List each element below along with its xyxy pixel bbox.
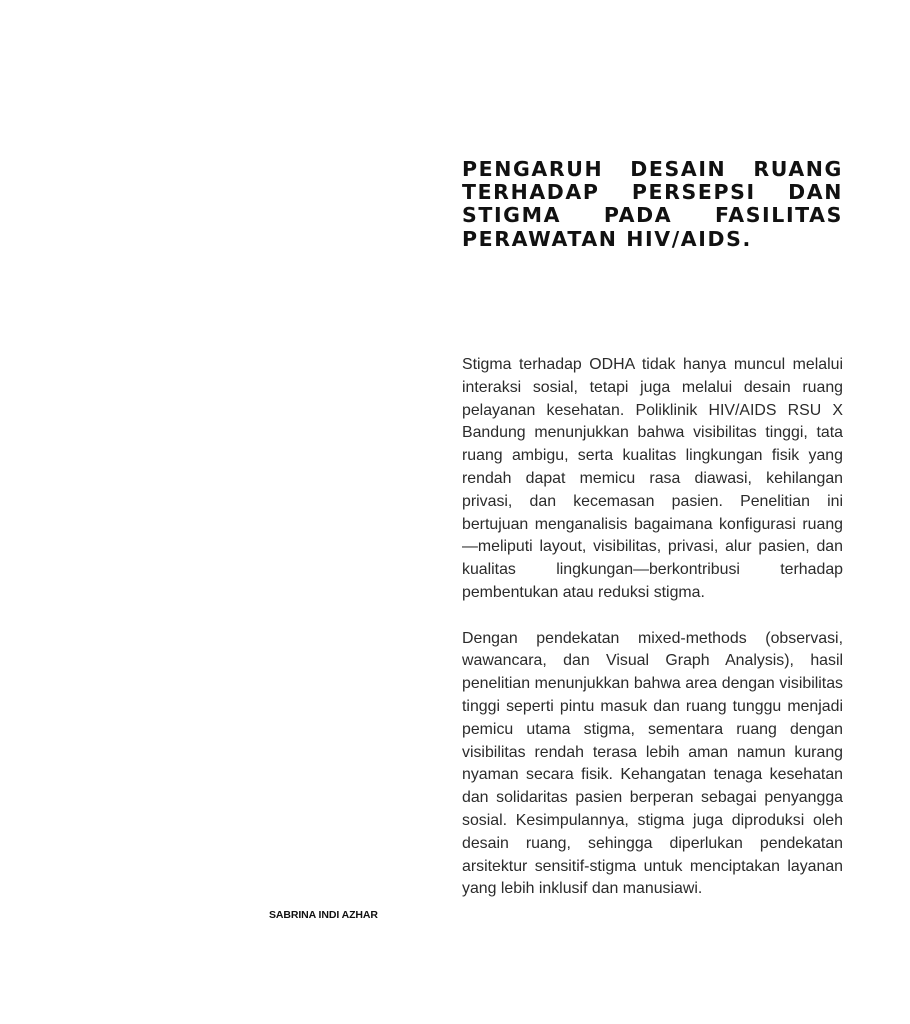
abstract-body xyxy=(462,354,843,924)
author-name: SABRINA INDI AZHAR xyxy=(269,909,378,921)
document-title: PENGARUH DESAIN RUANG TERHADAP PERSEPSI DAN STIGMA PADA FASILITAS PERAWATAN HIV/AIDS. xyxy=(462,157,843,251)
abstract-paragraph-2: Dengan pendekatan mixed-methods (observasi, wawancara, dan Visual Graph Analysis), hasil penelitian menunjukkan bahwa area dengan visibilitas tinggi seperti pintu masuk dan ruang tunggu menjadi pemicu utama stigma, sementara ruang dengan visibilitas rendah terasa lebih aman namun kurang nyaman secara fisik. Kehangatan tenaga kesehatan dan solidaritas pasien berperan sebagai penyangga sosial. Kesimpulannya, stigma juga diproduksi oleh desain ruang, sehingga diperlukan pendekatan arsitektur sensitif-stigma untuk menciptakan layanan yang lebih inklusif dan manusiawi. xyxy=(462,629,843,898)
abstract-paragraph-1: Stigma terhadap ODHA tidak hanya muncul melalui interaksi sosial, tetapi juga melalui desain ruang pelayanan kesehatan. Poliklinik HIV/AIDS RSU X Bandung menunjukkan bahwa visibilitas tinggi, tata ruang ambigu, serta kualitas lingkungan fisik yang rendah dapat memicu rasa diawasi, kehilangan privasi, dan kecemasan pasien. Penelitian ini bertujuan menganalisis bagaimana konfigurasi ruang—meliputi layout, visibilitas, privasi, alur pasien, dan kualitas lingkungan—berkontribusi terhadap pembentukan atau reduksi stigma. xyxy=(462,356,843,601)
